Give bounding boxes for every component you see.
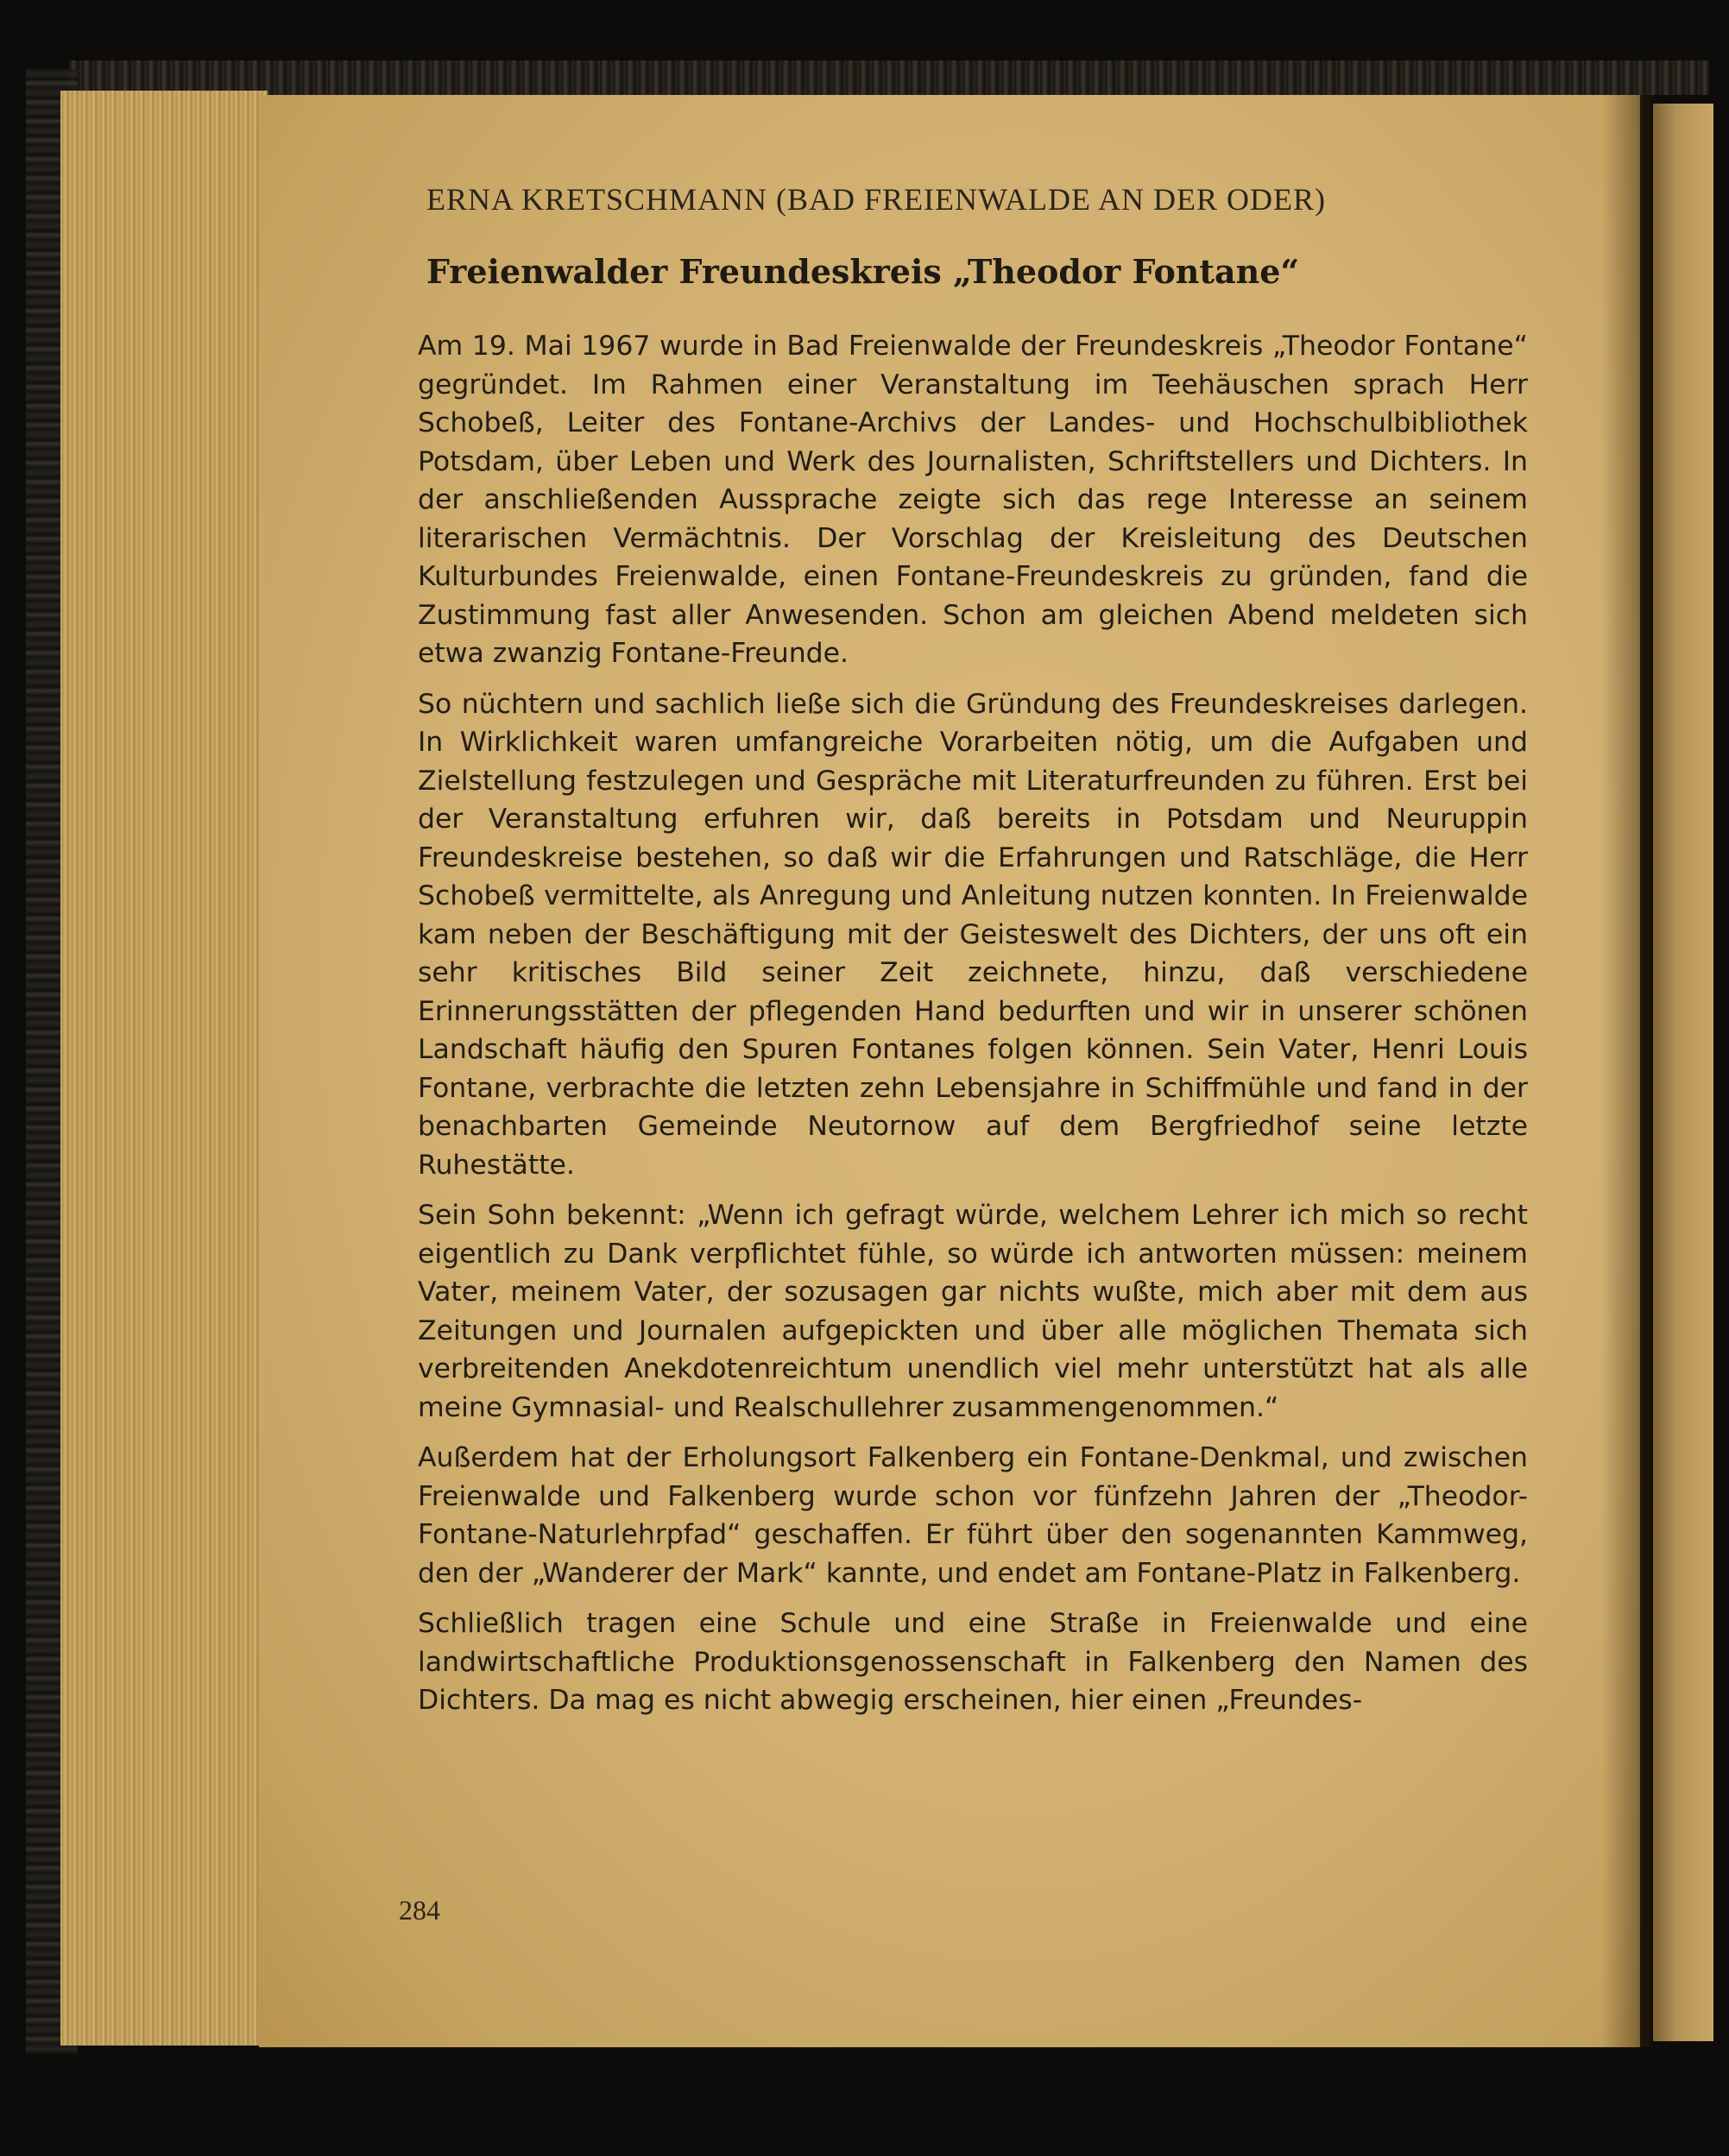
paragraph: Am 19. Mai 1967 wurde in Bad Freienwalde der Freundeskreis „Theodor Fontane“ gegründet. Im Rahmen einer Veranstaltung im Teehäuschen sprach Herr Schobeß, Leiter des Fontane-Archivs der Landes- und Hochschulbibliothek Potsdam, über Leben und Werk des Journalisten, Schriftstellers und Dichters. In der anschließenden Aussprache zeigte sich das rege Interesse an seinem literarischen Vermächtnis. Der Vorschlag der Kreisleitung des Deutschen Kulturbundes Freienwalde, einen Fontane-Freundeskreis zu gründen, fand die Zustimmung fast aller Anwesenden. Schon am gleichen Abend meldeten sich etwa zwanzig Fontane-Freunde. <box>418 331 1528 669</box>
paragraph: Sein Sohn bekennt: „Wenn ich gefragt würde, welchem Lehrer ich mich so recht eigentlich zu Dank verpflichtet fühle, so würde ich antworten müssen: meinem Vater, meinem Vater, der sozusagen gar nichts wußte, mich aber mit dem aus Zeitungen und Journalen aufgepickten und über alle möglichen Themata sich verbreitenden Anekdotenreichtum unendlich viel mehr unterstützt hat als alle meine Gymnasial- und Realschullehrer zusammengenommen.“ <box>418 1200 1528 1423</box>
paragraph: Schließlich tragen eine Schule und eine Straße in Freienwalde und eine landwirtschaftliche Produktionsgenossenschaft in Falkenberg den Namen des Dichters. Da mag es nicht abwegig erscheinen, hier einen „Freundes- <box>418 1608 1528 1716</box>
paragraph: Außerdem hat der Erholungsort Falkenberg ein Fontane-Denkmal, und zwischen Freienwalde und Falkenberg wurde schon vor fünfzehn Jahren der „Theodor-Fontane-Naturlehrpfad“ geschaffen. Er führt über den sogenannten Kammweg, den der „Wanderer der Mark“ kannte, und endet am Fontane-Platz in Falkenberg. <box>418 1442 1528 1589</box>
article-title: Freienwalder Freundeskreis „Theodor Fontane“ <box>426 252 1300 291</box>
page-stack-edges <box>60 91 268 2046</box>
book-binding-top <box>69 60 1709 95</box>
gutter-shadow <box>1601 95 1653 2047</box>
facing-page-edge <box>1653 104 1713 2041</box>
page-number: 284 <box>399 1894 440 1926</box>
running-head: ERNA KRETSCHMANN (BAD FREIENWALDE AN DER ODER) <box>426 182 1326 217</box>
page-content <box>406 181 1528 1732</box>
paragraph: So nüchtern und sachlich ließe sich die Gründung des Freundeskreises darlegen. In Wirklichkeit waren umfangreiche Vorarbeiten nötig, um die Aufgaben und Zielstellung festzulegen und Gespräche mit Literaturfreunden zu führen. Erst bei der Veranstaltung erfuhren wir, daß bereits in Potsdam und Neuruppin Freundeskreise bestehen, so daß wir die Erfahrungen und Ratschläge, die Herr Schobeß vermittelte, als Anregung und Anleitung nutzen konnten. In Freienwalde kam neben der Beschäftigung mit der Geisteswelt des Dichters, der uns oft ein sehr kritisches Bild seiner Zeit zeichnete, hinzu, daß verschiedene Erinnerungsstätten der pflegenden Hand bedurften und wir in unserer schönen Landschaft häufig den Spuren Fontanes folgen können. Sein Vater, Henri Louis Fontane, verbrachte die letzten zehn Lebensjahre in Schiffmühle und fand in der benachbarten Gemeinde Neutornow auf dem Bergfriedhof seine letzte Ruhestätte. <box>418 688 1528 1181</box>
